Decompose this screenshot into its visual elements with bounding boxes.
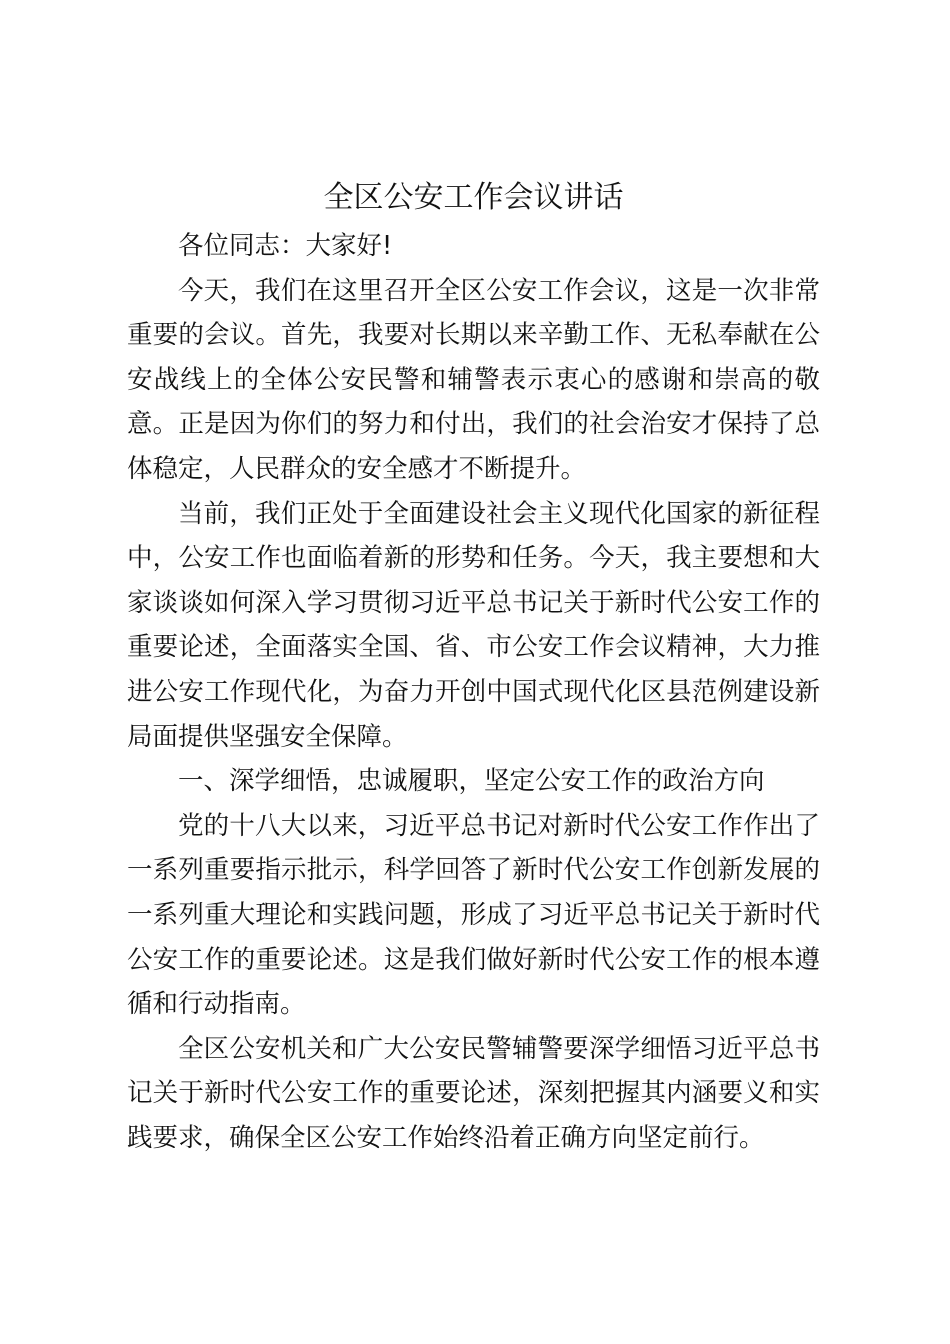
document-title: 全区公安工作会议讲话 bbox=[323, 180, 624, 215]
document-body bbox=[127, 172, 820, 1160]
paragraph-opening: 今天，我们在这里召开全区公安工作会议，这是一次非常重要的会议。首先，我要对长期以来辛勤工作、无私奉献在公安战线上的全体公安民警和辅警表示衷心的感谢和崇高的敬意。正是因为你们的努力和付出，我们的社会治安才保持了总体稳定，人民群众的安全感才不断提升。 bbox=[127, 275, 820, 484]
salutation: 各位同志：大家好! bbox=[178, 231, 393, 261]
section-heading: 一、深学细悟，忠诚履职，坚定公安工作的政治方向 bbox=[178, 766, 765, 797]
paragraph-context: 当前，我们正处于全面建设社会主义现代化国家的新征程中，公安工作也面临着新的形势和任务。今天，我主要想和大家谈谈如何深入学习贯彻习近平总书记关于新时代公安工作的重要论述，全面落实全国、省、市公安工作会议精神，大力推进公安工作现代化，为奋力开创中国式现代化区县范例建设新局面提供坚强安全保障。 bbox=[127, 498, 820, 752]
section-paragraph-2: 全区公安机关和广大公安民警辅警要深学细悟习近平总书记关于新时代公安工作的重要论述，深刻把握其内涵要义和实践要求，确保全区公安工作始终沿着正确方向坚定前行。 bbox=[127, 1033, 820, 1153]
section-paragraph-1: 党的十八大以来，习近平总书记对新时代公安工作作出了一系列重要指示批示，科学回答了新时代公安工作创新发展的一系列重大理论和实践问题，形成了习近平总书记关于新时代公安工作的重要论述。这是我们做好新时代公安工作的根本遵循和行动指南。 bbox=[127, 810, 820, 1020]
